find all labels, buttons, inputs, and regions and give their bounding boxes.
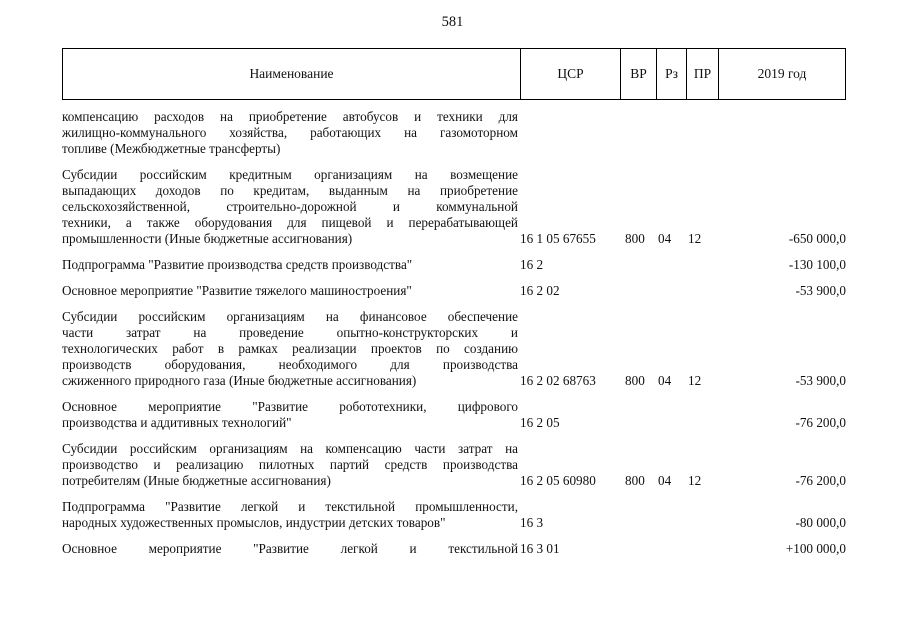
- row-name: [62, 283, 520, 299]
- row-csr: 16 2 05: [520, 415, 560, 430]
- row-name: [62, 399, 520, 431]
- row-name-line: Основное мероприятие "Развитие тяжелого машиностроения": [62, 283, 412, 298]
- row-name-line: Основное мероприятие "Развитие робототехники, цифрового: [62, 399, 518, 414]
- row-vr: 800: [625, 231, 645, 246]
- row-name-line: техники, а также оборудования для пищевой и перерабатывающей: [62, 215, 518, 230]
- row-name-line: выпадающих доходов по кредитам, выданным на приобретение: [62, 183, 518, 198]
- row-name: [62, 109, 520, 157]
- row-name-line: потребителям (Иные бюджетные ассигнования): [62, 473, 331, 488]
- row-csr: 16 1 05 67655: [520, 231, 596, 246]
- row-name-line: производств оборудования, необходимого для производства: [62, 357, 518, 372]
- row-csr: 16 2 05 60980: [520, 473, 596, 488]
- row-name-line: сельскохозяйственной, строительно-дорожной и коммунальной: [62, 199, 518, 214]
- row-csr: 16 2 02 68763: [520, 373, 596, 388]
- row-vr: 800: [625, 473, 645, 488]
- row-amount: -80 000,0: [795, 515, 846, 530]
- row-pr: 12: [688, 231, 702, 246]
- header-vr: ВР: [621, 49, 657, 99]
- row-amount: -53 900,0: [795, 283, 846, 298]
- table-row: [62, 441, 846, 489]
- header-rz: Рз: [657, 49, 687, 99]
- table-row: [62, 309, 846, 389]
- row-name-line: Субсидии российским кредитным организациям на возмещение: [62, 167, 518, 182]
- row-csr: 16 3: [520, 515, 544, 530]
- row-name-line: Субсидии российским организациям на финансовое обеспечение: [62, 309, 518, 324]
- row-name: [62, 257, 520, 273]
- table-row: [62, 283, 846, 299]
- row-name: [62, 167, 520, 247]
- row-vr: 800: [625, 373, 645, 388]
- row-amount: -650 000,0: [788, 231, 846, 246]
- row-name: [62, 441, 520, 489]
- row-csr: 16 2 02: [520, 283, 560, 298]
- row-pr: 12: [688, 473, 702, 488]
- header-csr: ЦСР: [521, 49, 621, 99]
- row-amount: -53 900,0: [795, 373, 846, 388]
- row-csr: 16 3 01: [520, 541, 560, 556]
- table-row: [62, 167, 846, 247]
- row-amount: -130 100,0: [788, 257, 846, 272]
- row-name: [62, 499, 520, 531]
- table-row: [62, 499, 846, 531]
- row-name-line: сжиженного природного газа (Иные бюджетные ассигнования): [62, 373, 417, 388]
- row-name-line: Подпрограмма "Развитие легкой и текстильной промышленности,: [62, 499, 518, 514]
- page-number: 581: [441, 14, 464, 30]
- row-name-line: топливе (Межбюджетные трансферты): [62, 141, 281, 156]
- row-name-line: производство и реализацию пилотных партий средств производства: [62, 457, 518, 472]
- row-name-line: народных художественных промыслов, индустрии детских товаров": [62, 515, 446, 530]
- table-body: [62, 109, 846, 567]
- row-amount: +100 000,0: [785, 541, 846, 556]
- row-rz: 04: [658, 373, 672, 388]
- row-name-line: жилищно-коммунального хозяйства, работающих на газомоторном: [62, 125, 518, 140]
- header-year: 2019 год: [757, 66, 807, 81]
- row-name: [62, 541, 520, 557]
- row-name-line: промышленности (Иные бюджетные ассигнования): [62, 231, 353, 246]
- row-rz: 04: [658, 231, 672, 246]
- row-amount: -76 200,0: [795, 415, 846, 430]
- row-amount: -76 200,0: [795, 473, 846, 488]
- row-name-line: компенсацию расходов на приобретение автобусов и техники для: [62, 109, 518, 124]
- header-name: Наименование: [63, 49, 521, 99]
- row-name-line: технологических работ в рамках реализации проектов по созданию: [62, 341, 518, 356]
- row-name-line: Подпрограмма "Развитие производства средств производства": [62, 257, 413, 272]
- row-name-line: части затрат на проведение опытно-конструкторских и: [62, 325, 518, 340]
- row-csr: 16 2: [520, 257, 544, 272]
- row-name-line: Основное мероприятие "Развитие легкой и текстильной: [62, 541, 518, 556]
- table-row: [62, 257, 846, 273]
- row-name-line: Субсидии российским организациям на компенсацию части затрат на: [62, 441, 518, 456]
- row-name: [62, 309, 520, 389]
- table-header: [62, 48, 846, 100]
- row-rz: 04: [658, 473, 672, 488]
- table-row: [62, 109, 846, 157]
- table-row: [62, 541, 846, 557]
- row-pr: 12: [688, 373, 702, 388]
- row-name-line: производства и аддитивных технологий": [62, 415, 292, 430]
- header-pr: ПР: [687, 49, 719, 99]
- table-row: [62, 399, 846, 431]
